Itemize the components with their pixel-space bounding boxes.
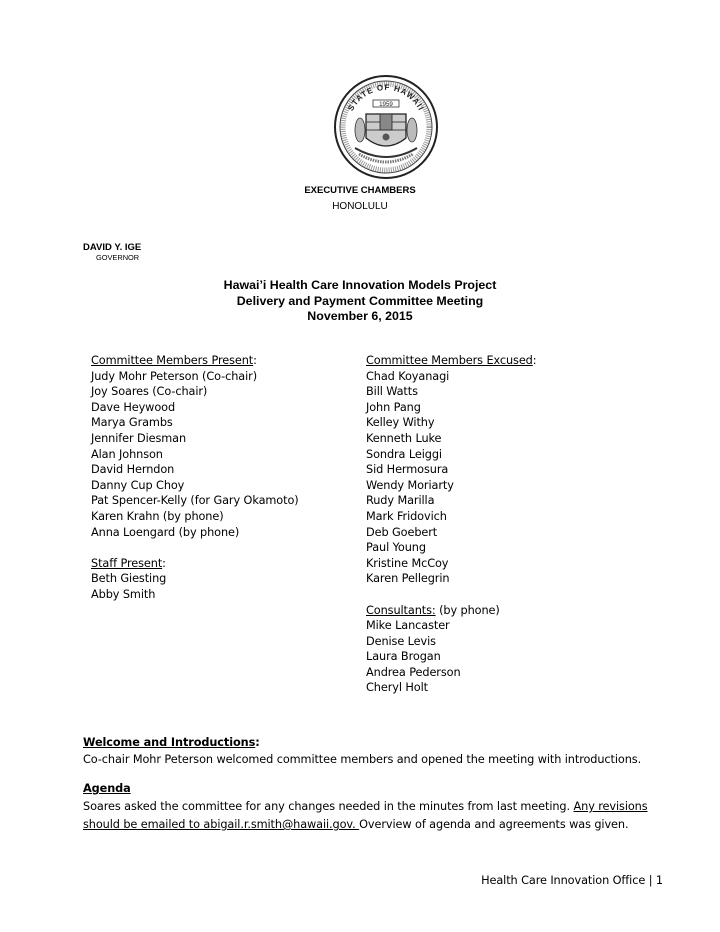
consultant: Cheryl Holt	[366, 681, 428, 695]
page-footer	[481, 874, 663, 887]
consultants-heading-label: Consultants:	[366, 603, 436, 617]
present-member: Marya Grambs	[91, 416, 173, 430]
svg-text:1959: 1959	[379, 101, 393, 108]
spacer	[91, 540, 299, 556]
excused-member: John Pang	[366, 400, 421, 414]
excused-member: Karen Pellegrin	[366, 572, 450, 586]
agenda-text: Soares asked the committee for any changes needed in the minutes from last meeting.	[83, 800, 574, 813]
staff-heading-label: Staff Present	[91, 556, 163, 570]
agenda-text-after: Overview of agenda and agreements was given.	[359, 818, 629, 831]
excused-member: Kenneth Luke	[366, 431, 442, 445]
staff-heading: Staff Present:	[91, 556, 166, 570]
consultants-note: (by phone)	[435, 603, 500, 617]
welcome-section	[83, 734, 641, 768]
governor-name: DAVID Y. IGE	[83, 242, 142, 253]
page-number: 1	[655, 874, 663, 887]
present-heading-label: Committee Members Present	[91, 354, 254, 367]
consultant: Andrea Pederson	[366, 665, 461, 679]
present-member: Karen Krahn (by phone)	[91, 509, 224, 523]
present-member: Pat Spencer-Kelly (for Gary Okamoto)	[91, 494, 299, 508]
present-column	[91, 353, 299, 603]
excused-member: Bill Watts	[366, 385, 418, 399]
svg-text:STATE OF HAWAII: STATE OF HAWAII	[346, 82, 426, 113]
footer-office: Health Care Innovation Office	[481, 874, 646, 887]
excused-heading: Committee Members Excused:	[366, 354, 537, 367]
spacer	[366, 587, 536, 603]
title-line-project: Hawai’i Health Care Innovation Models Project	[223, 278, 497, 292]
agenda-text-line2	[83, 816, 643, 834]
present-member: Judy Mohr Peterson (Co-chair)	[91, 369, 258, 383]
excused-member: Kelley Withy	[366, 416, 435, 430]
present-member: David Herndon	[91, 463, 175, 477]
excused-member: Paul Young	[366, 541, 426, 555]
excused-member: Kristine McCoy	[366, 556, 449, 570]
office-heading: EXECUTIVE CHAMBERS	[304, 185, 416, 196]
agenda-section	[83, 780, 648, 834]
footer-separator: |	[648, 874, 653, 887]
agenda-email-note-part2: should be emailed to abigail.r.smith@hawaii.gov.	[83, 818, 360, 831]
excused-heading-label: Committee Members Excused	[366, 354, 533, 367]
excused-member: Chad Koyanagi	[366, 369, 450, 383]
excused-member: Mark Fridovich	[366, 509, 447, 523]
present-member: Jennifer Diesman	[91, 431, 187, 445]
present-heading: Committee Members Present:	[91, 354, 257, 367]
excused-member: Wendy Moriarty	[366, 478, 454, 492]
staff-member: Abby Smith	[91, 587, 156, 601]
present-member: Dave Heywood	[91, 400, 176, 414]
title-line-committee: Delivery and Payment Committee Meeting	[236, 293, 484, 308]
consultant: Denise Levis	[366, 634, 436, 648]
excused-member: Rudy Marilla	[366, 494, 435, 508]
state-seal-logo	[333, 74, 439, 180]
consultant: Mike Lancaster	[366, 619, 450, 633]
agenda-text-line1	[83, 798, 648, 816]
agenda-heading: Agenda	[83, 782, 131, 795]
governor-title: GOVERNOR	[96, 253, 140, 262]
welcome-heading-label: Welcome and Introductions	[83, 736, 256, 749]
welcome-text: Co-chair Mohr Peterson welcomed committee members and opened the meeting with introductions.	[83, 753, 642, 766]
excused-member: Sondra Leiggi	[366, 447, 442, 461]
present-member: Alan Johnson	[91, 447, 163, 461]
consultants-heading	[366, 603, 536, 619]
agenda-email-note-part1: Any revisions	[573, 800, 648, 813]
consultant: Laura Brogan	[366, 650, 441, 664]
present-member: Anna Loengard (by phone)	[91, 525, 240, 539]
welcome-heading: Welcome and Introductions:	[83, 736, 260, 749]
staff-member: Beth Giesting	[91, 572, 167, 586]
city-name: HONOLULU	[332, 201, 388, 212]
excused-member: Deb Goebert	[366, 525, 438, 539]
excused-column	[366, 353, 536, 696]
title-line-date: November 6, 2015	[307, 309, 413, 324]
present-member: Joy Soares (Co-chair)	[91, 385, 208, 399]
excused-member: Sid Hermosura	[366, 463, 449, 477]
present-member: Danny Cup Choy	[91, 478, 185, 492]
document-title	[0, 278, 720, 325]
